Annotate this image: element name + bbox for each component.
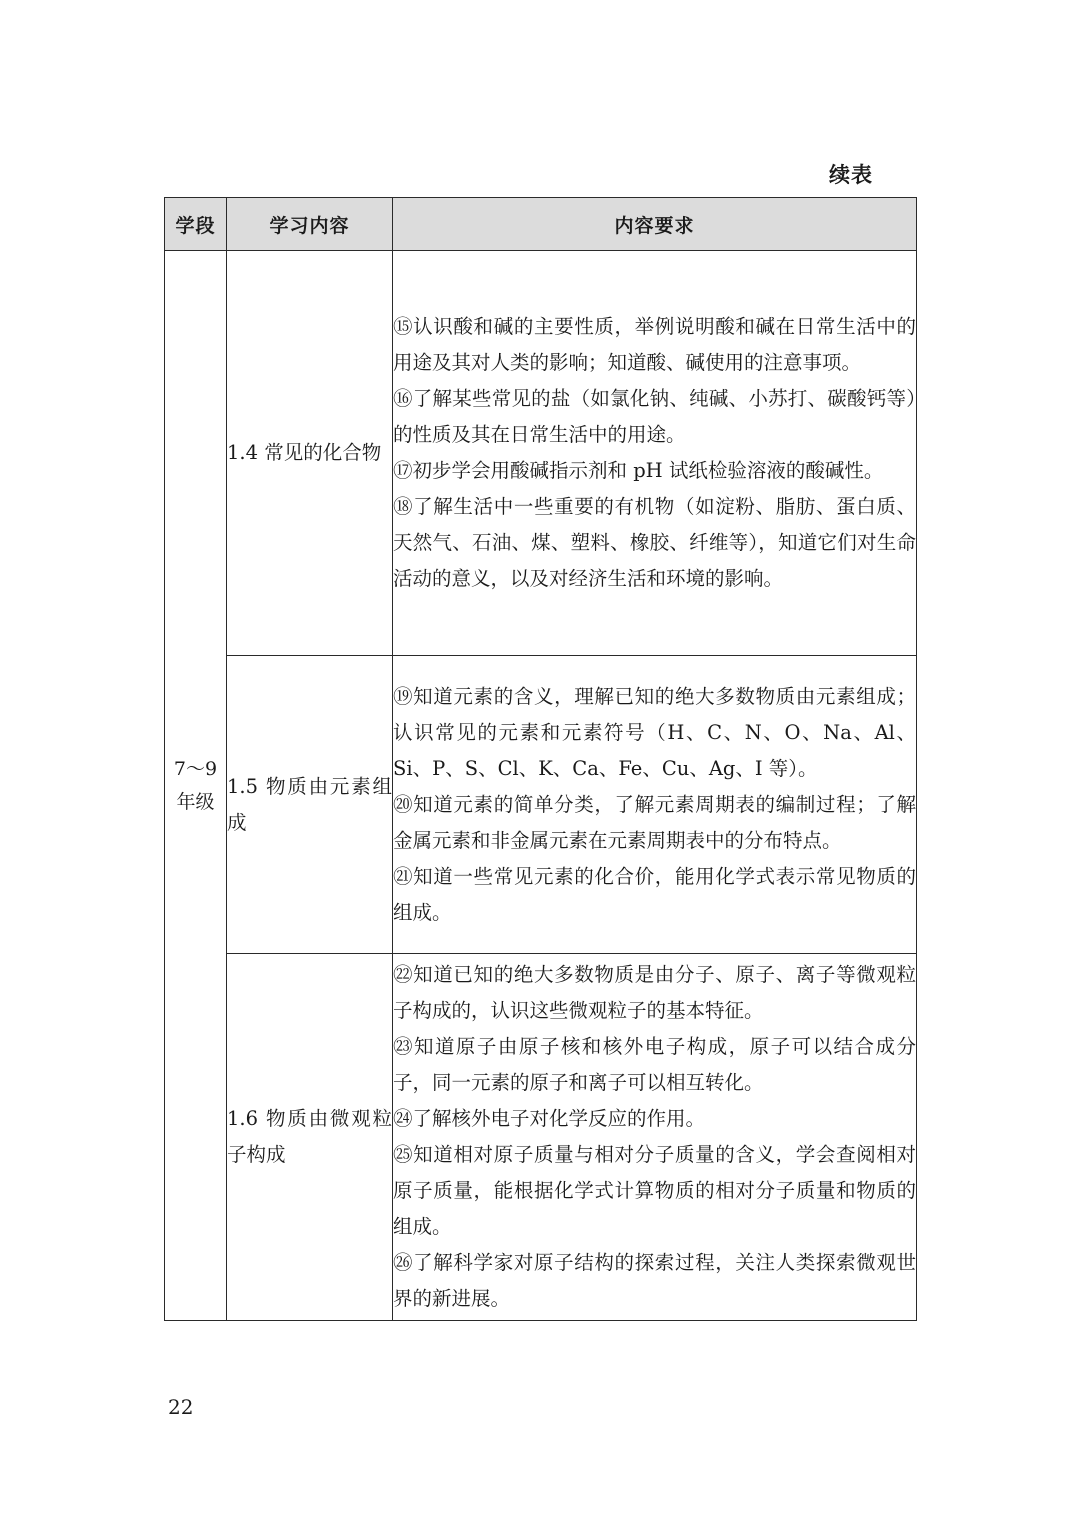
header-learning-content: 学习内容 [227,198,393,251]
page-number: 22 [168,1395,194,1419]
stage-grade-range: 7～9 [173,757,218,780]
topic-cell: 1.4 常见的化合物 [227,251,393,656]
stage-grade-label: 年级 [176,790,215,813]
requirement-item: ㉒知道已知的绝大多数物质是由分子、原子、离子等微观粒子构成的，认识这些微观粒子的基本特征。 [393,963,916,1022]
requirement-item: ㉕知道相对原子质量与相对分子质量的含义，学会查阅相对原子质量，能根据化学式计算物质的相对分子质量和物质的组成。 [393,1143,916,1238]
requirement-item: ㉓知道原子由原子核和核外电子构成，原子可以结合成分子，同一元素的原子和离子可以相互转化。 [393,1035,916,1094]
table-row [165,656,917,954]
header-stage: 学段 [165,198,227,251]
requirement-item: ㉔了解核外电子对化学反应的作用。 [393,1107,706,1130]
continued-table-label: 续表 [829,163,873,187]
topic-cell: 1.6 物质由微观粒子构成 [227,954,393,1321]
curriculum-table [164,197,917,1321]
requirement-item: ⑲知道元素的含义，理解已知的绝大多数物质由元素组成；认识常见的元素和元素符号（H、C、N、O、Na、Al、Si、P、S、Cl、K、Ca、Fe、Cu、Ag、I 等）。 [393,684,916,780]
table-header-row [165,198,917,251]
requirement-item: ㉑知道一些常见元素的化合价，能用化学式表示常见物质的组成。 [393,864,916,924]
requirement-item: ⑳知道元素的简单分类，了解元素周期表的编制过程；了解金属元素和非金属元素在元素周期表中的分布特点。 [393,792,916,852]
stage-cell [165,251,227,1321]
table-row [165,954,917,1321]
requirements-cell [393,954,917,1321]
requirement-item: ⑱了解生活中一些重要的有机物（如淀粉、脂肪、蛋白质、天然气、石油、煤、塑料、橡胶、纤维等），知道它们对生命活动的意义，以及对经济生活和环境的影响。 [393,495,916,590]
topic-cell: 1.5 物质由元素组成 [227,656,393,954]
requirement-item: ⑰初步学会用酸碱指示剂和 pH 试纸检验溶液的酸碱性。 [393,459,884,482]
requirement-item: ⑯了解某些常见的盐（如氯化钠、纯碱、小苏打、碳酸钙等）的性质及其在日常生活中的用途。 [393,387,916,446]
requirement-item: ㉖了解科学家对原子结构的探索过程，关注人类探索微观世界的新进展。 [393,1251,916,1310]
table-row [165,251,917,656]
requirements-cell [393,251,917,656]
requirements-cell [393,656,917,954]
requirement-item: ⑮认识酸和碱的主要性质，举例说明酸和碱在日常生活中的用途及其对人类的影响；知道酸、碱使用的注意事项。 [393,315,916,374]
header-content-requirements: 内容要求 [393,198,917,251]
